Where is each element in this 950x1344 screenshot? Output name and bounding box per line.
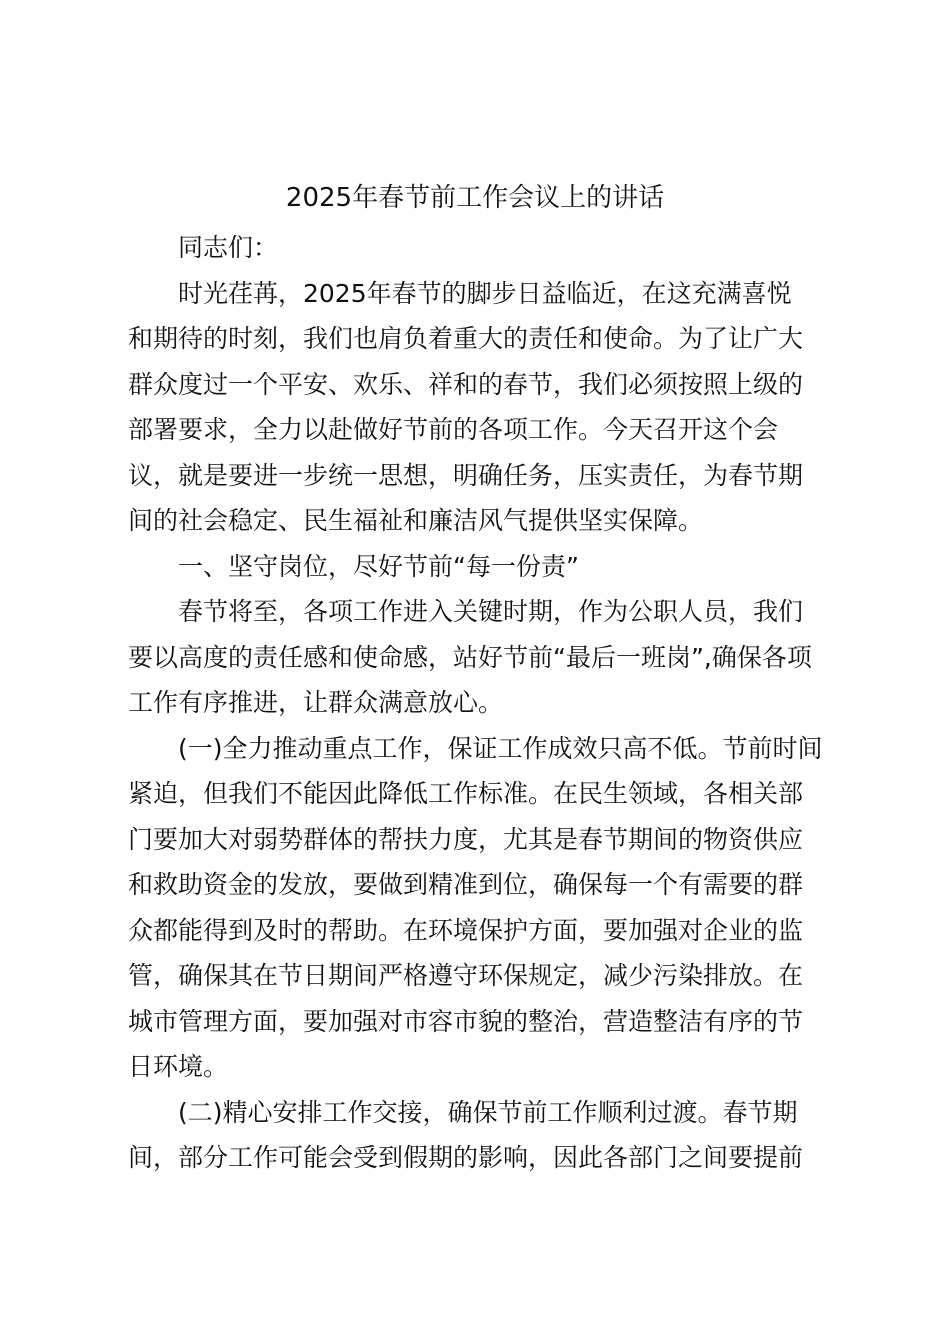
document-body [128, 225, 828, 1181]
text-line: 时光荏苒，2025年春节的脚步日益临近，在这充满喜悦 [178, 278, 792, 308]
text-line: 日环境。 [128, 1052, 229, 1081]
text-line: 紧迫，但我们不能因此降低工作标准。在民生领域，各相关部 [128, 779, 804, 808]
text-line: 和期待的时刻，我们也肩负着重大的责任和使命。为了让广大 [128, 324, 804, 353]
text-line: 城市管理方面，要加强对市容市貌的整治，营造整洁有序的节 [128, 1006, 804, 1036]
text-line: 门要加大对弱势群体的帮扶力度，尤其是春节期间的物资供应 [128, 824, 804, 854]
text-line: 工作有序推进，让群众满意放心。 [128, 688, 504, 717]
text-line: 同志们： [178, 233, 279, 262]
text-line: 春节将至，各项工作进入关键时期，作为公职人员，我们 [178, 597, 804, 626]
text-line: 间的社会稳定、民生福祉和廉洁风气提供坚实保障。 [128, 506, 704, 535]
text-line: (二)精心安排工作交接，确保节前工作顺利过渡。春节期 [178, 1097, 798, 1127]
text-line: 要以高度的责任感和使命感，站好节前“最后一班岗”,确保各项 [128, 642, 812, 672]
text-line: 众都能得到及时的帮助。在环境保护方面，要加强对企业的监 [128, 915, 804, 945]
text-line: 议，就是要进一步统一思想，明确任务，压实责任，为春节期 [128, 460, 804, 490]
text-line: 群众度过一个平安、欢乐、祥和的春节，我们必须按照上级的 [128, 369, 804, 399]
text-line: (一)全力推动重点工作，保证工作成效只高不低。节前时间 [178, 733, 823, 763]
document-title: 2025年春节前工作会议上的讲话 [285, 183, 665, 213]
text-line: 和救助资金的发放，要做到精准到位，确保每一个有需要的群 [128, 870, 804, 899]
text-line: 部署要求，全力以赴做好节前的各项工作。今天召开这个会 [128, 415, 779, 444]
text-line: 一、坚守岗位，尽好节前“每一份责” [178, 551, 579, 581]
text-line: 间，部分工作可能会受到假期的影响，因此各部门之间要提前 [128, 1143, 804, 1172]
text-line: 管，确保其在节日期间严格遵守环保规定，减少污染排放。在 [128, 961, 804, 990]
